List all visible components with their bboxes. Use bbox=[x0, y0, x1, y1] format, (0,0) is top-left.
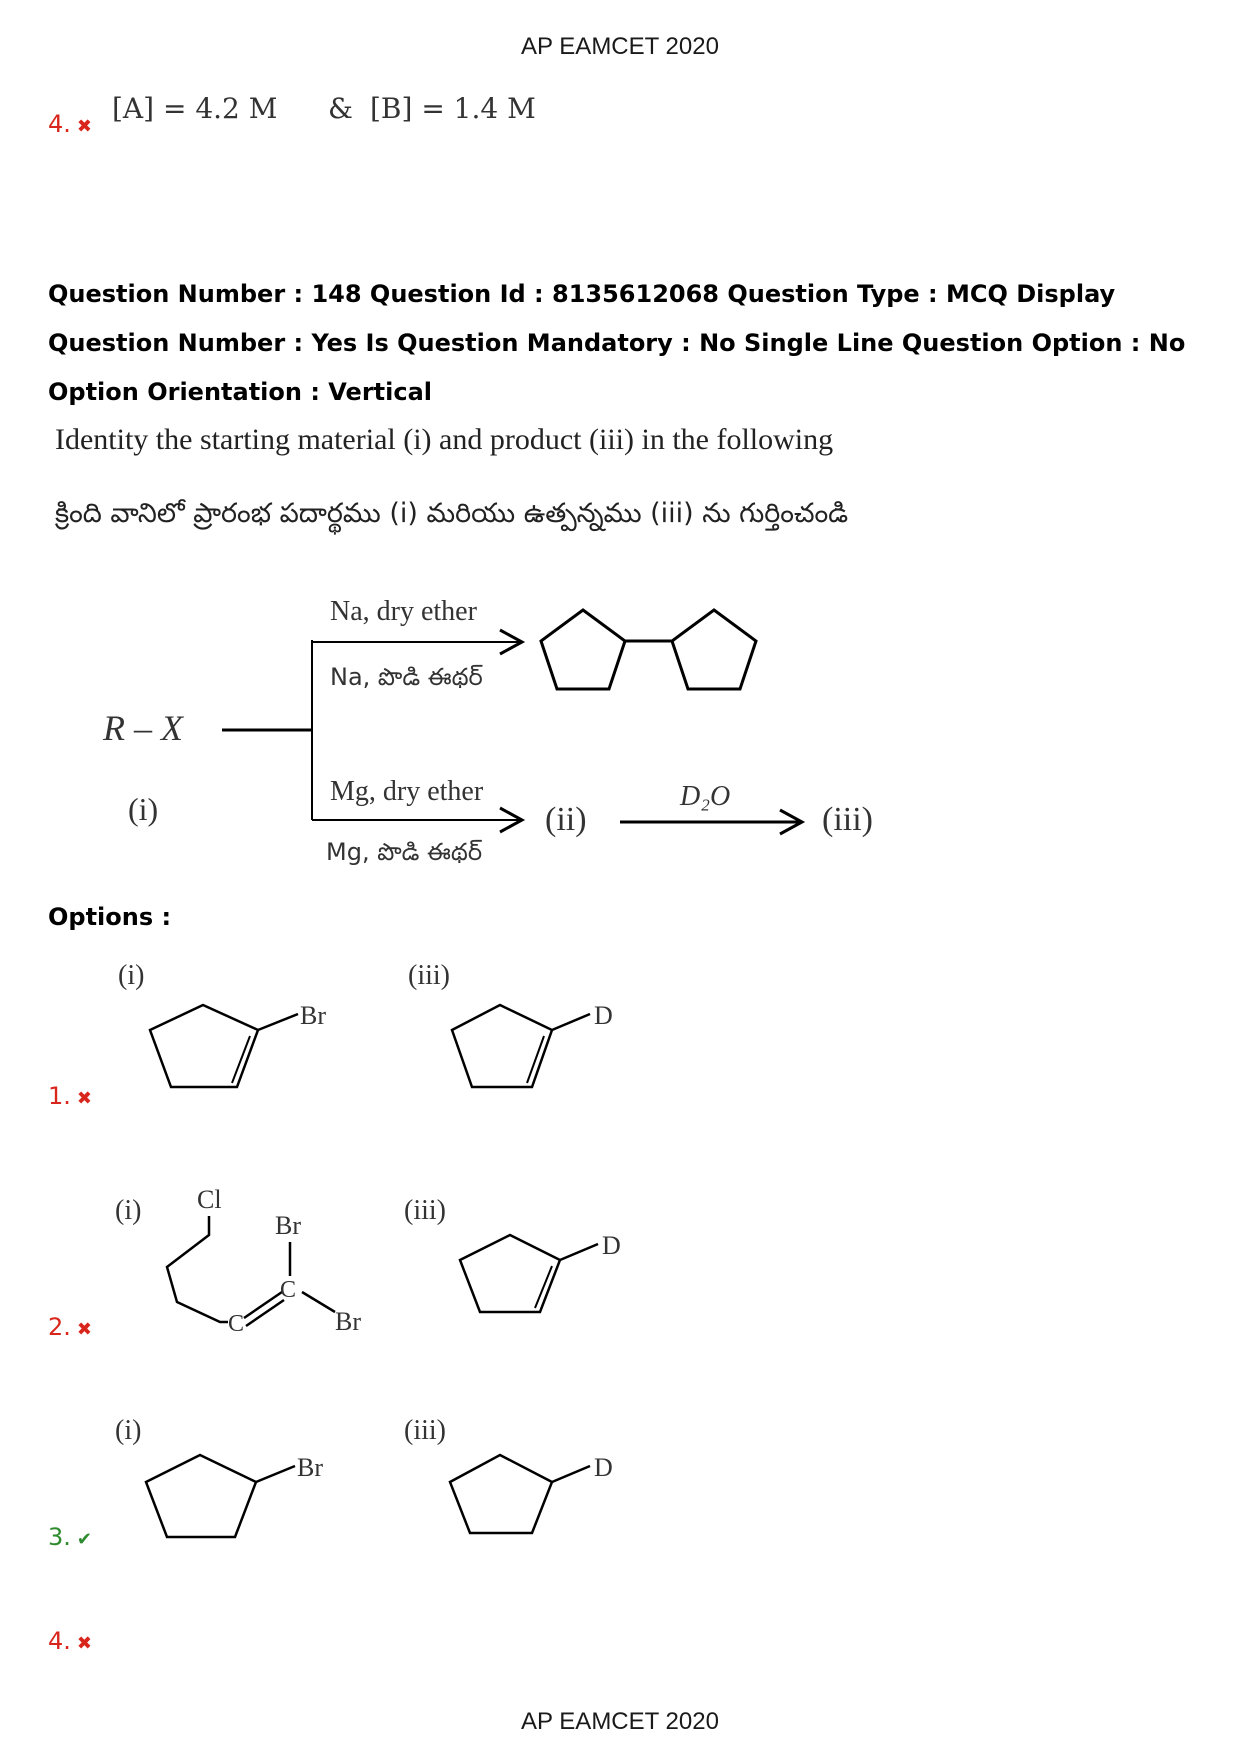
question-meta: Question Number : 148 Question Id : 8135612068 Question Type : MCQ Display Question Number : Yes Is Question Mandatory : No Single Line Question Option : No Option Orientation : Vertical bbox=[48, 280, 1186, 406]
page-footer: AP EAMCET 2020 bbox=[521, 1708, 719, 1735]
question-text-telugu: క్రింది వానిలో ప్రారంభ పదార్థము (i) మరియు ఉత్పన్నము (iii) ను గుర్తించండి bbox=[55, 498, 849, 529]
upper-reagent-telugu: Na, పొడి ఈథర్ bbox=[330, 663, 483, 691]
prev-option-equation-a: [A] = 4.2 M bbox=[112, 92, 278, 125]
prev-option-number bbox=[48, 110, 92, 138]
option-2-num: 2. bbox=[48, 1313, 71, 1341]
reactant-rx: R – X bbox=[103, 708, 183, 748]
wrong-mark-icon: ✖ bbox=[76, 1633, 92, 1654]
option-2-structures[interactable] bbox=[100, 1180, 660, 1340]
option-4-number[interactable] bbox=[48, 1627, 92, 1655]
intermediate-label: (ii) bbox=[545, 801, 587, 838]
option-1-label-i: (i) bbox=[118, 960, 145, 991]
option-3-number[interactable] bbox=[48, 1523, 92, 1551]
option-3-label-iii: (iii) bbox=[404, 1415, 446, 1446]
option-1-label-iii: (iii) bbox=[408, 960, 450, 991]
prev-option-num: 4. bbox=[48, 110, 71, 138]
product-label: (iii) bbox=[822, 801, 873, 838]
option-1-sub-i: Br bbox=[300, 1001, 326, 1030]
reactant-label: (i) bbox=[128, 791, 159, 827]
option-1-cyclopentene-iii bbox=[452, 1005, 552, 1087]
wrong-mark-icon: ✖ bbox=[76, 1088, 92, 1109]
option-1-number[interactable] bbox=[48, 1082, 92, 1110]
option-1-sub-iii: D bbox=[594, 1001, 613, 1030]
cyclopentane-ring-right bbox=[672, 610, 756, 689]
d2o-reagent: D₂O bbox=[680, 781, 731, 812]
option-1-num: 1. bbox=[48, 1082, 71, 1110]
option-3-sub-i: Br bbox=[297, 1453, 323, 1482]
option-2-br2: Br bbox=[335, 1307, 361, 1336]
options-label: Options : bbox=[48, 903, 172, 931]
option-2-label-i: (i) bbox=[115, 1195, 142, 1226]
upper-reagent-english: Na, dry ether bbox=[330, 596, 477, 627]
prev-option-equation-b: [B] = 1.4 M bbox=[370, 92, 536, 125]
lower-reagent-telugu: Mg, పొడి ఈథర్ bbox=[326, 838, 483, 866]
page-header: AP EAMCET 2020 bbox=[521, 33, 719, 60]
option-2-br1: Br bbox=[275, 1211, 301, 1240]
option-4-num: 4. bbox=[48, 1627, 71, 1655]
option-2-cyclopentene-iii bbox=[460, 1235, 560, 1312]
cyclopentane-ring-left bbox=[541, 610, 625, 689]
option-3-cyclopentane-i bbox=[146, 1455, 256, 1537]
reaction-diagram bbox=[0, 580, 1240, 880]
option-2-chain bbox=[167, 1216, 228, 1322]
option-3-structures[interactable] bbox=[100, 1400, 660, 1550]
option-1-cyclopentene-i bbox=[150, 1005, 258, 1087]
option-2-c2: C bbox=[280, 1277, 297, 1303]
lower-reagent-english: Mg, dry ether bbox=[330, 776, 484, 807]
option-3-label-i: (i) bbox=[115, 1415, 142, 1446]
option-3-br-bond bbox=[256, 1466, 295, 1482]
option-2-c1: C bbox=[228, 1311, 245, 1337]
option-3-sub-iii: D bbox=[594, 1453, 613, 1482]
option-3-num: 3. bbox=[48, 1523, 71, 1551]
option-1-br-bond bbox=[258, 1014, 298, 1030]
prev-option-ampersand: & bbox=[328, 92, 353, 125]
option-1-d-bond bbox=[552, 1014, 590, 1030]
option-3-d-bond bbox=[552, 1466, 590, 1482]
option-2-br2-bond bbox=[302, 1292, 335, 1312]
option-2-label-iii: (iii) bbox=[404, 1195, 446, 1226]
option-2-number[interactable] bbox=[48, 1313, 92, 1341]
option-2-sub-iii: D bbox=[602, 1231, 621, 1260]
option-1-structures[interactable] bbox=[100, 950, 660, 1100]
wrong-mark-icon: ✖ bbox=[76, 1319, 92, 1340]
question-text-english: Identity the starting material (i) and product (iii) in the following bbox=[55, 423, 834, 456]
option-2-d-bond bbox=[560, 1244, 598, 1260]
correct-mark-icon: ✔ bbox=[76, 1529, 92, 1550]
option-3-cyclopentane-iii bbox=[450, 1455, 552, 1533]
option-2-cl: Cl bbox=[197, 1185, 222, 1214]
wrong-mark-icon: ✖ bbox=[76, 116, 92, 137]
